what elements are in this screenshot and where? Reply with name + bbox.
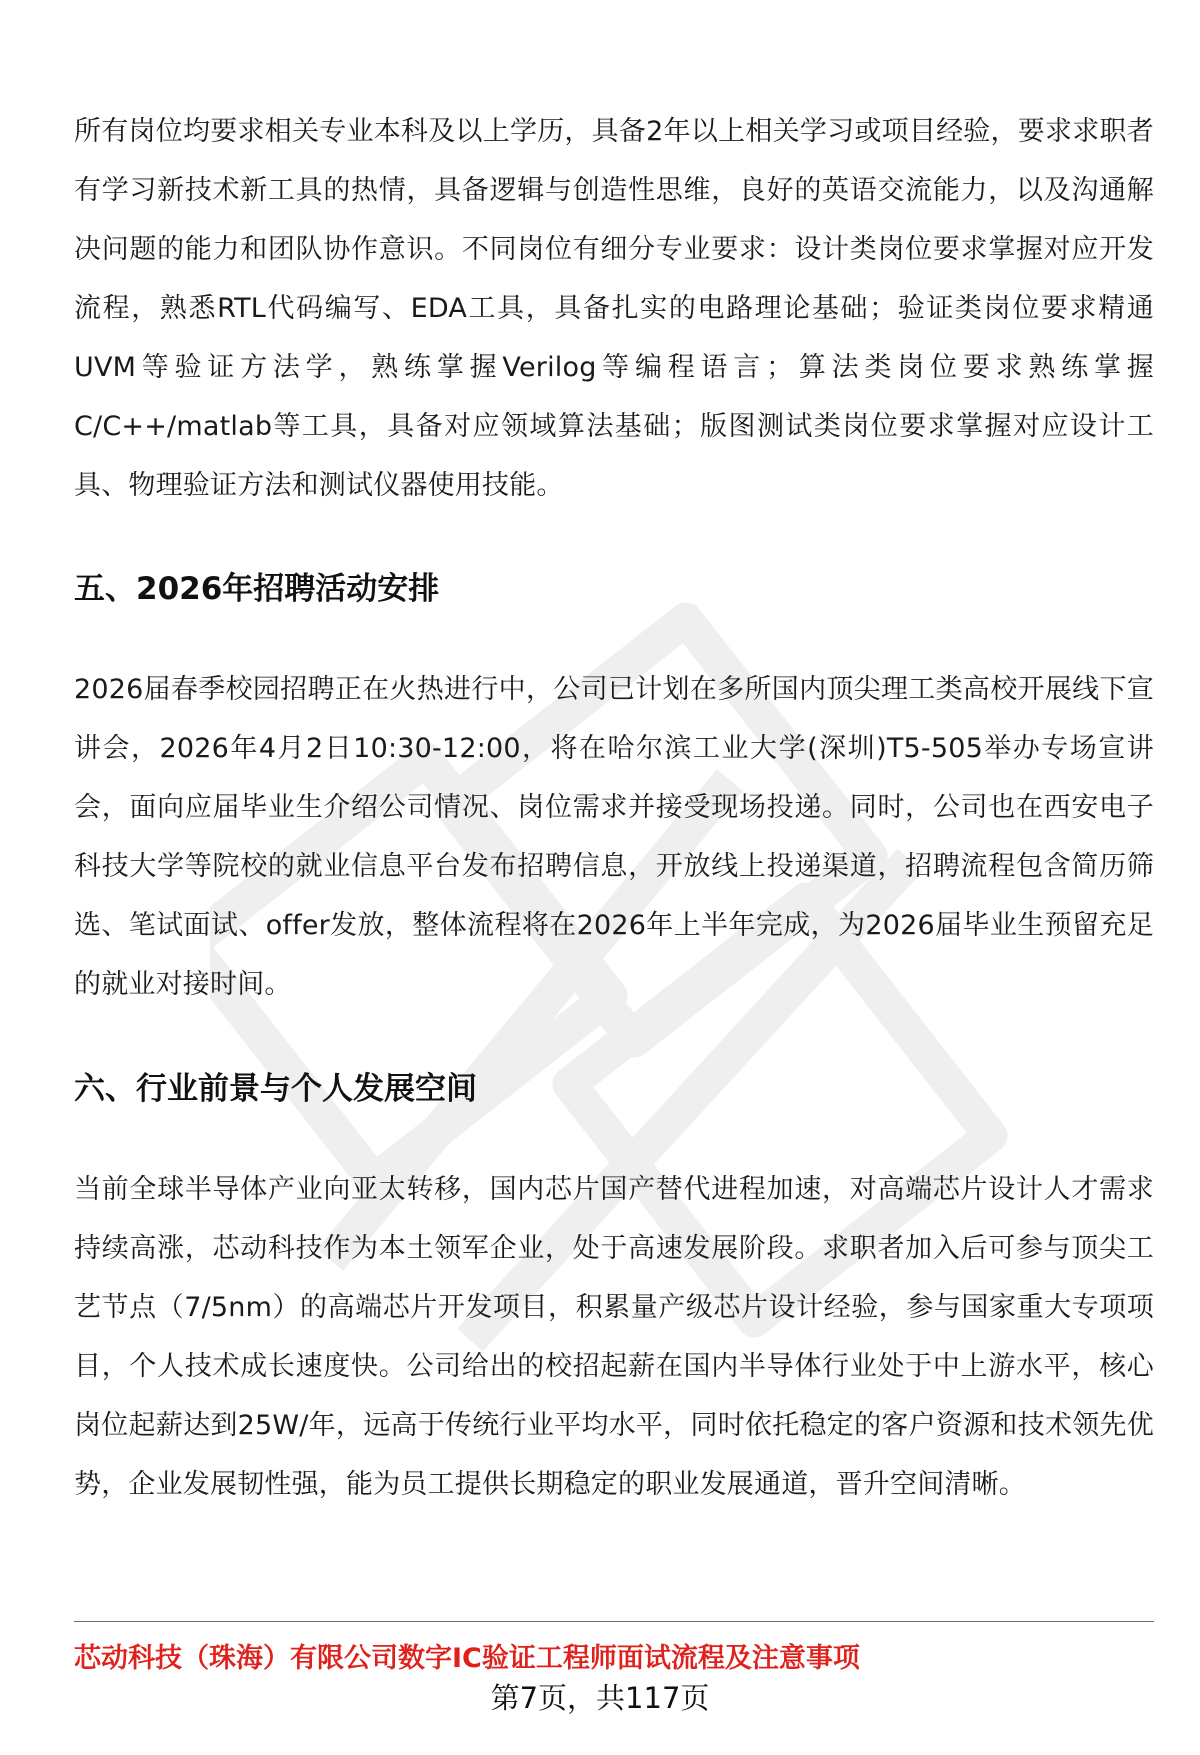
footer-page-number: 第7页，共117页 bbox=[490, 1681, 710, 1715]
paragraph-requirements: 所有岗位均要求相关专业本科及以上学历，具备2年以上相关学习或项目经验，要求求职者有学习新技术新工具的热情，具备逻辑与创造性思维，良好的英语交流能力，以及沟通解决问题的能力和团队协作意识。不同岗位有细分专业要求：设计类岗位要求掌握对应开发流程，熟悉RTL代码编写、EDA工具，具备扎实的电路理论基础；验证类岗位要求精通UVM等验证方法学，熟练掌握Verilog等编程语言；算法类岗位要求熟练掌握C/C++/matlab等工具，具备对应领域算法基础；版图测试类岗位要求掌握对应设计工具、物理验证方法和测试仪器使用技能。 bbox=[74, 116, 1154, 501]
section-heading-industry-outlook: 六、行业前景与个人发展空间 bbox=[74, 1071, 477, 1107]
paragraph-industry-outlook: 当前全球半导体产业向亚太转移，国内芯片国产替代进程加速，对高端芯片设计人才需求持续高涨，芯动科技作为本土领军企业，处于高速发展阶段。求职者加入后可参与顶尖工艺节点（7/5nm）的高端芯片开发项目，积累量产级芯片设计经验，参与国家重大专项项目，个人技术成长速度快。公司给出的校招起薪在国内半导体行业处于中上游水平，核心岗位起薪达到25W/年，远高于传统行业平均水平，同时依托稳定的客户资源和技术领先优势，企业发展韧性强，能为员工提供长期稳定的职业发展通道，晋升空间清晰。 bbox=[74, 1174, 1154, 1500]
paragraph-recruitment-schedule: 2026届春季校园招聘正在火热进行中，公司已计划在多所国内顶尖理工类高校开展线下宣讲会，2026年4月2日10:30-12:00，将在哈尔滨工业大学(深圳)T5-505举办专场宣讲会，面向应届毕业生介绍公司情况、岗位需求并接受现场投递。同时，公司也在西安电子科技大学等院校的就业信息平台发布招聘信息，开放线上投递渠道，招聘流程包含简历筛选、笔试面试、offer发放，整体流程将在2026年上半年完成，为2026届毕业生预留充足的就业对接时间。 bbox=[74, 674, 1154, 1000]
section-heading-recruitment-schedule: 五、2026年招聘活动安排 bbox=[74, 571, 440, 607]
footer-divider bbox=[74, 1621, 1154, 1622]
footer-document-title: 芯动科技（珠海）有限公司数字IC验证工程师面试流程及注意事项 bbox=[74, 1643, 860, 1674]
